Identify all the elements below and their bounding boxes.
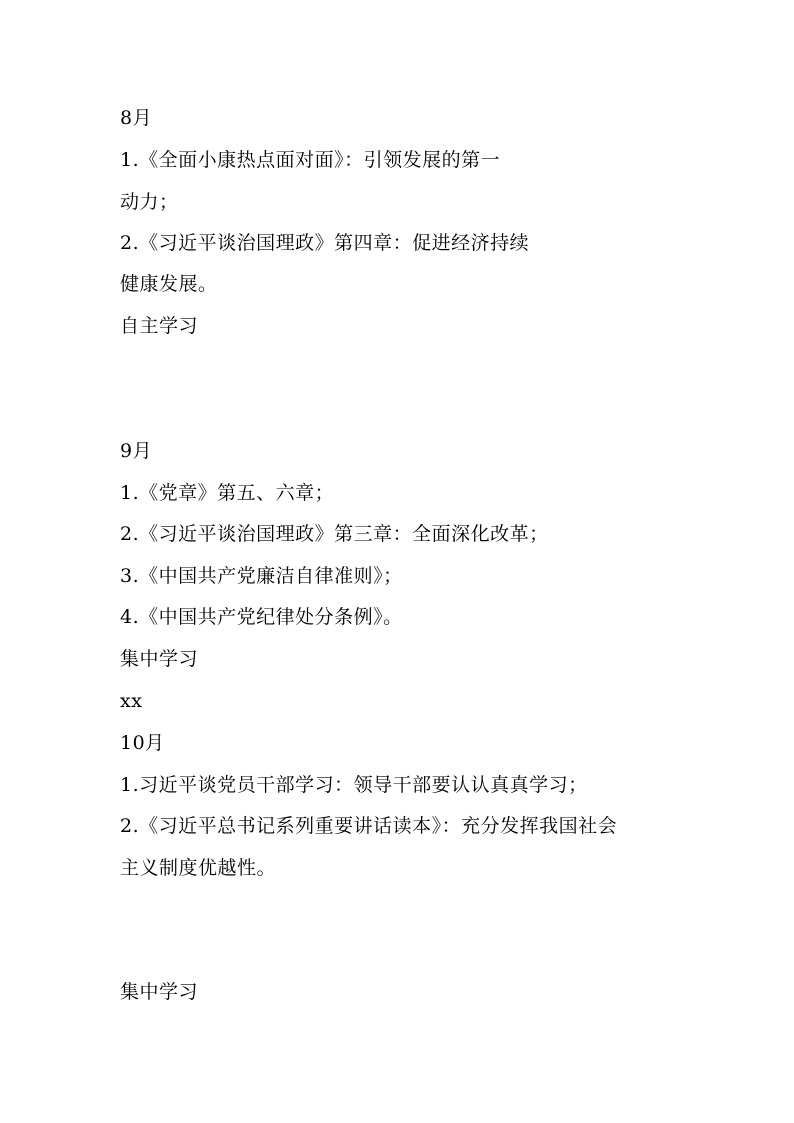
placeholder-text: xx [120,690,143,712]
august-study-method: 自主学习 [120,315,199,337]
august-item-1-continued: 动力； [120,191,179,213]
month-heading-august: 8月 [120,107,153,129]
september-item-4: 4.《中国共产党纪律处分条例》。 [120,606,403,628]
month-heading-october: 10月 [120,732,165,754]
september-item-3: 3.《中国共产党廉洁自律准则》； [120,565,403,587]
september-item-2: 2.《习近平谈治国理政》第三章：全面深化改革； [120,523,549,545]
month-heading-september: 9月 [120,440,153,462]
october-item-2-continued: 主义制度优越性。 [120,857,277,879]
august-item-1: 1.《全面小康热点面对面》：引领发展的第一 [120,149,501,171]
august-item-2: 2.《习近平谈治国理政》第四章：促进经济持续 [120,232,530,254]
october-item-2: 2.《习近平总书记系列重要讲话读本》：充分发挥我国社会 [120,815,618,837]
september-study-method: 集中学习 [120,648,199,670]
september-item-1: 1.《党章》第五、六章； [120,482,335,504]
august-item-2-continued: 健康发展。 [120,273,218,295]
october-study-method: 集中学习 [120,981,199,1003]
october-item-1: 1.习近平谈党员干部学习：领导干部要认认真真学习； [120,774,588,796]
